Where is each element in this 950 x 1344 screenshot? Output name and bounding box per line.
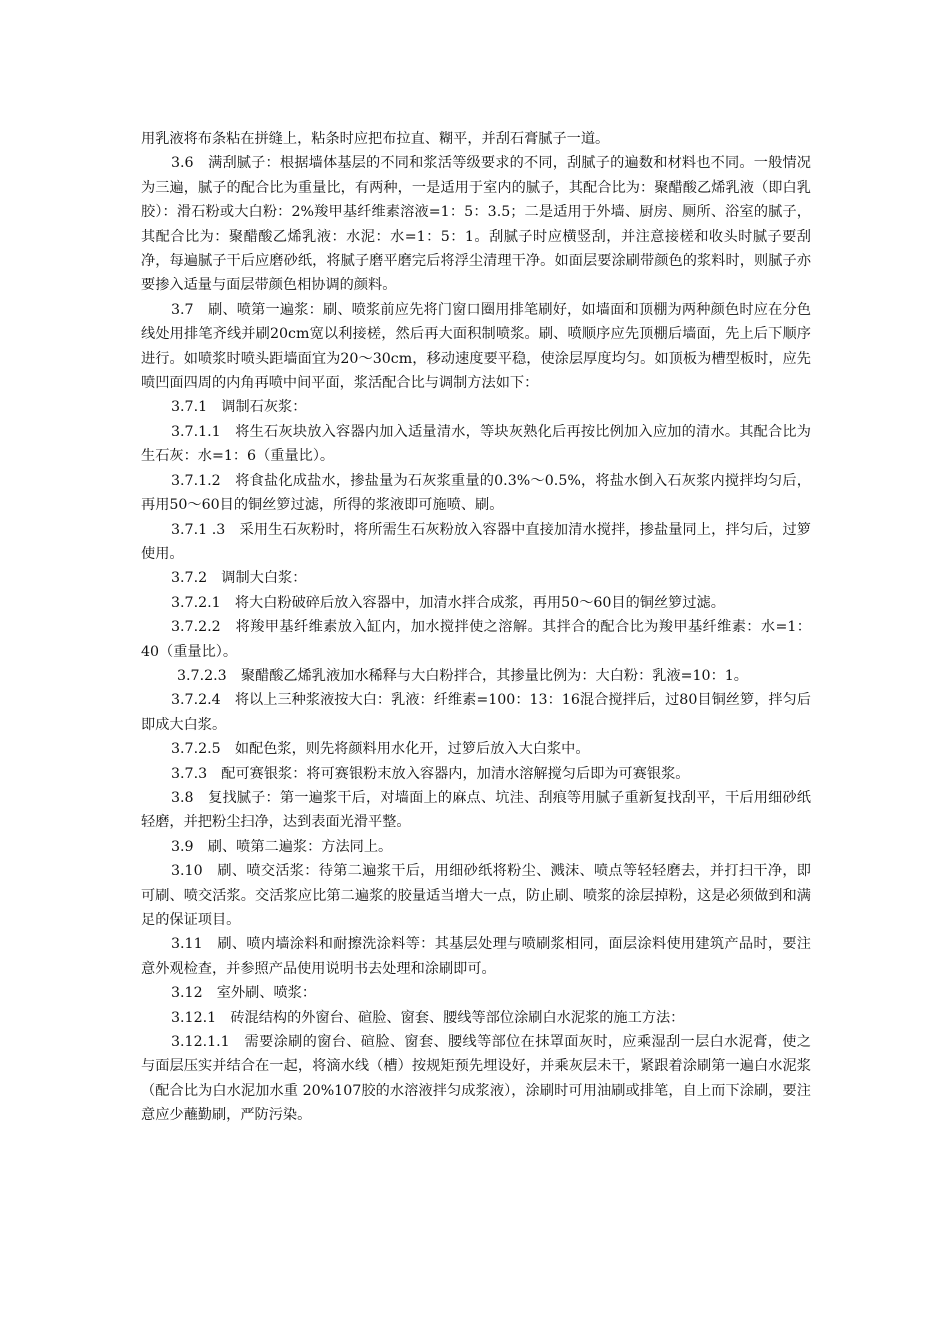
paragraph-3-7-1-1: 3.7.1.1 将生石灰块放入容器内加入适量清水，等块灰熟化后再按比例加入应加的清水。其配合比为生石灰：水=1：6（重量比）。: [141, 423, 811, 465]
paragraph-3-7-2-3: 3.7.2.3 聚醋酸乙烯乳液加水稀释与大白粉拌合，其掺量比例为：大白粉：乳液=10：1。: [177, 667, 748, 684]
paragraph-3-11: 3.11 刷、喷内墙涂料和耐擦洗涂料等：其基层处理与喷刷浆相同，面层涂料使用建筑产品时，要注意外观检查，并参照产品使用说明书去处理和涂刷即可。: [141, 936, 811, 977]
paragraph-3-7-2-4: 3.7.2.4 将以上三种浆液按大白：乳液：纤维素=100：13：16混合搅拌后，过80目铜丝箩，拌匀后即成大白浆。: [141, 692, 811, 733]
paragraph-continued: 用乳液将布条粘在拼缝上，粘条时应把布拉直、糊平，并刮石膏腻子一道。: [141, 131, 610, 147]
paragraph-3-7-1-3: 3.7.1 .3 采用生石灰粉时，将所需生石灰粉放入容器中直接加清水搅拌，掺盐量同上，拌匀后，过箩使用。: [141, 521, 811, 562]
paragraph-3-9: 3.9 刷、喷第二遍浆：方法同上。: [171, 838, 393, 855]
paragraph-3-12-1-1: 3.12.1.1 需要涂刷的窗台、碹脸、窗套、腰线等部位在抹罩面灰时，应乘湿刮一层白水泥膏，使之与面层压实并结合在一起，将滴水线（槽）按规矩预先埋设好，并乘灰层未干，紧跟着涂刷第一遍白水泥浆（配合比为白水泥加水重 20%107胶的水溶液拌匀成浆液），涂刷时可用油刷或排笔，自上而下涂刷，要注意应少蘸勤刷，严防污染。: [141, 1034, 811, 1124]
paragraph-3-7-1-2: 3.7.1.2 将食盐化成盐水，掺盐量为石灰浆重量的0.3%～0.5%，将盐水倒入石灰浆内搅拌均匀后，再用50～60目的铜丝箩过滤，所得的浆液即可施喷、刷。: [141, 472, 811, 514]
paragraph-3-10: 3.10 刷、喷交活浆：待第二遍浆干后，用细砂纸将粉尘、溅沫、喷点等轻轻磨去，并打扫干净，即可刷、喷交活浆。交活浆应比第二遍浆的胶量适当增大一点，防止刷、喷浆的涂层掉粉，这是必须做到和满足的保证项目。: [141, 863, 811, 928]
paragraph-3-7-3: 3.7.3 配可赛银浆：将可赛银粉末放入容器内，加清水溶解搅匀后即为可赛银浆。: [171, 765, 690, 782]
paragraph-3-7: 3.7 刷、喷第一遍浆：刷、喷浆前应先将门窗口圈用排笔刷好，如墙面和顶棚为两种颜色时应在分色线处用排笔齐线并刷20cm宽以利接槎，然后再大面积制喷浆。刷、喷顺序应先顶棚后墙面，先上后下顺序进行。如喷浆时喷头距墙面宜为20～30cm，移动速度要平稳，使涂层厚度均匀。如顶板为槽型板时，应先喷凹面四周的内角再喷中间平面，浆活配合比与调制方法如下：: [141, 301, 811, 392]
paragraph-3-12: 3.12 室外刷、喷浆：: [171, 985, 317, 1002]
paragraph-3-8: 3.8 复找腻子：第一遍浆干后，对墙面上的麻点、坑洼、刮痕等用腻子重新复找刮平，干后用细砂纸轻磨，并把粉尘扫净，达到表面光滑平整。: [141, 789, 811, 831]
paragraph-3-7-2: 3.7.2 调制大白浆：: [171, 570, 307, 587]
paragraph-3-6: 3.6 满刮腻子：根据墙体基层的不同和浆活等级要求的不同，刮腻子的遍数和材料也不同。一般情况为三遍，腻子的配合比为重量比，有两种，一是适用于室内的腻子，其配合比为：聚醋酸乙烯乳液（即白乳胶）：滑石粉或大白粉：2%羧甲基纤维素溶液=1：5：3.5；二是适用于外墙、厨房、厕所、浴室的腻子，其配合比为：聚醋酸乙烯乳液：水泥：水=1：5：1。刮腻子时应横竖刮，并注意接槎和收头时腻子要刮净，每遍腻子干后应磨砂纸，将腻子磨平磨完后将浮尘清理干净。如面层要涂刷带颜色的浆料时，则腻子亦要掺入适量与面层带颜色相协调的颜料。: [141, 155, 811, 294]
document-body: [141, 127, 811, 1128]
paragraph-3-7-2-2: 3.7.2.2 将羧甲基纤维素放入缸内，加水搅拌使之溶解。其拌合的配合比为羧甲基纤维素：水=1：40（重量比）。: [141, 619, 811, 660]
paragraph-3-7-2-5: 3.7.2.5 如配色浆，则先将颜料用水化开，过箩后放入大白浆中。: [171, 741, 590, 758]
paragraph-3-7-1: 3.7.1 调制石灰浆：: [171, 399, 307, 416]
paragraph-3-7-2-1: 3.7.2.1 将大白粉破碎后放入容器中，加清水拌合成浆，再用50～60目的铜丝箩过滤。: [171, 594, 725, 611]
paragraph-3-12-1: 3.12.1 砖混结构的外窗台、碹脸、窗套、腰线等部位涂刷白水泥浆的施工方法：: [171, 1009, 685, 1026]
